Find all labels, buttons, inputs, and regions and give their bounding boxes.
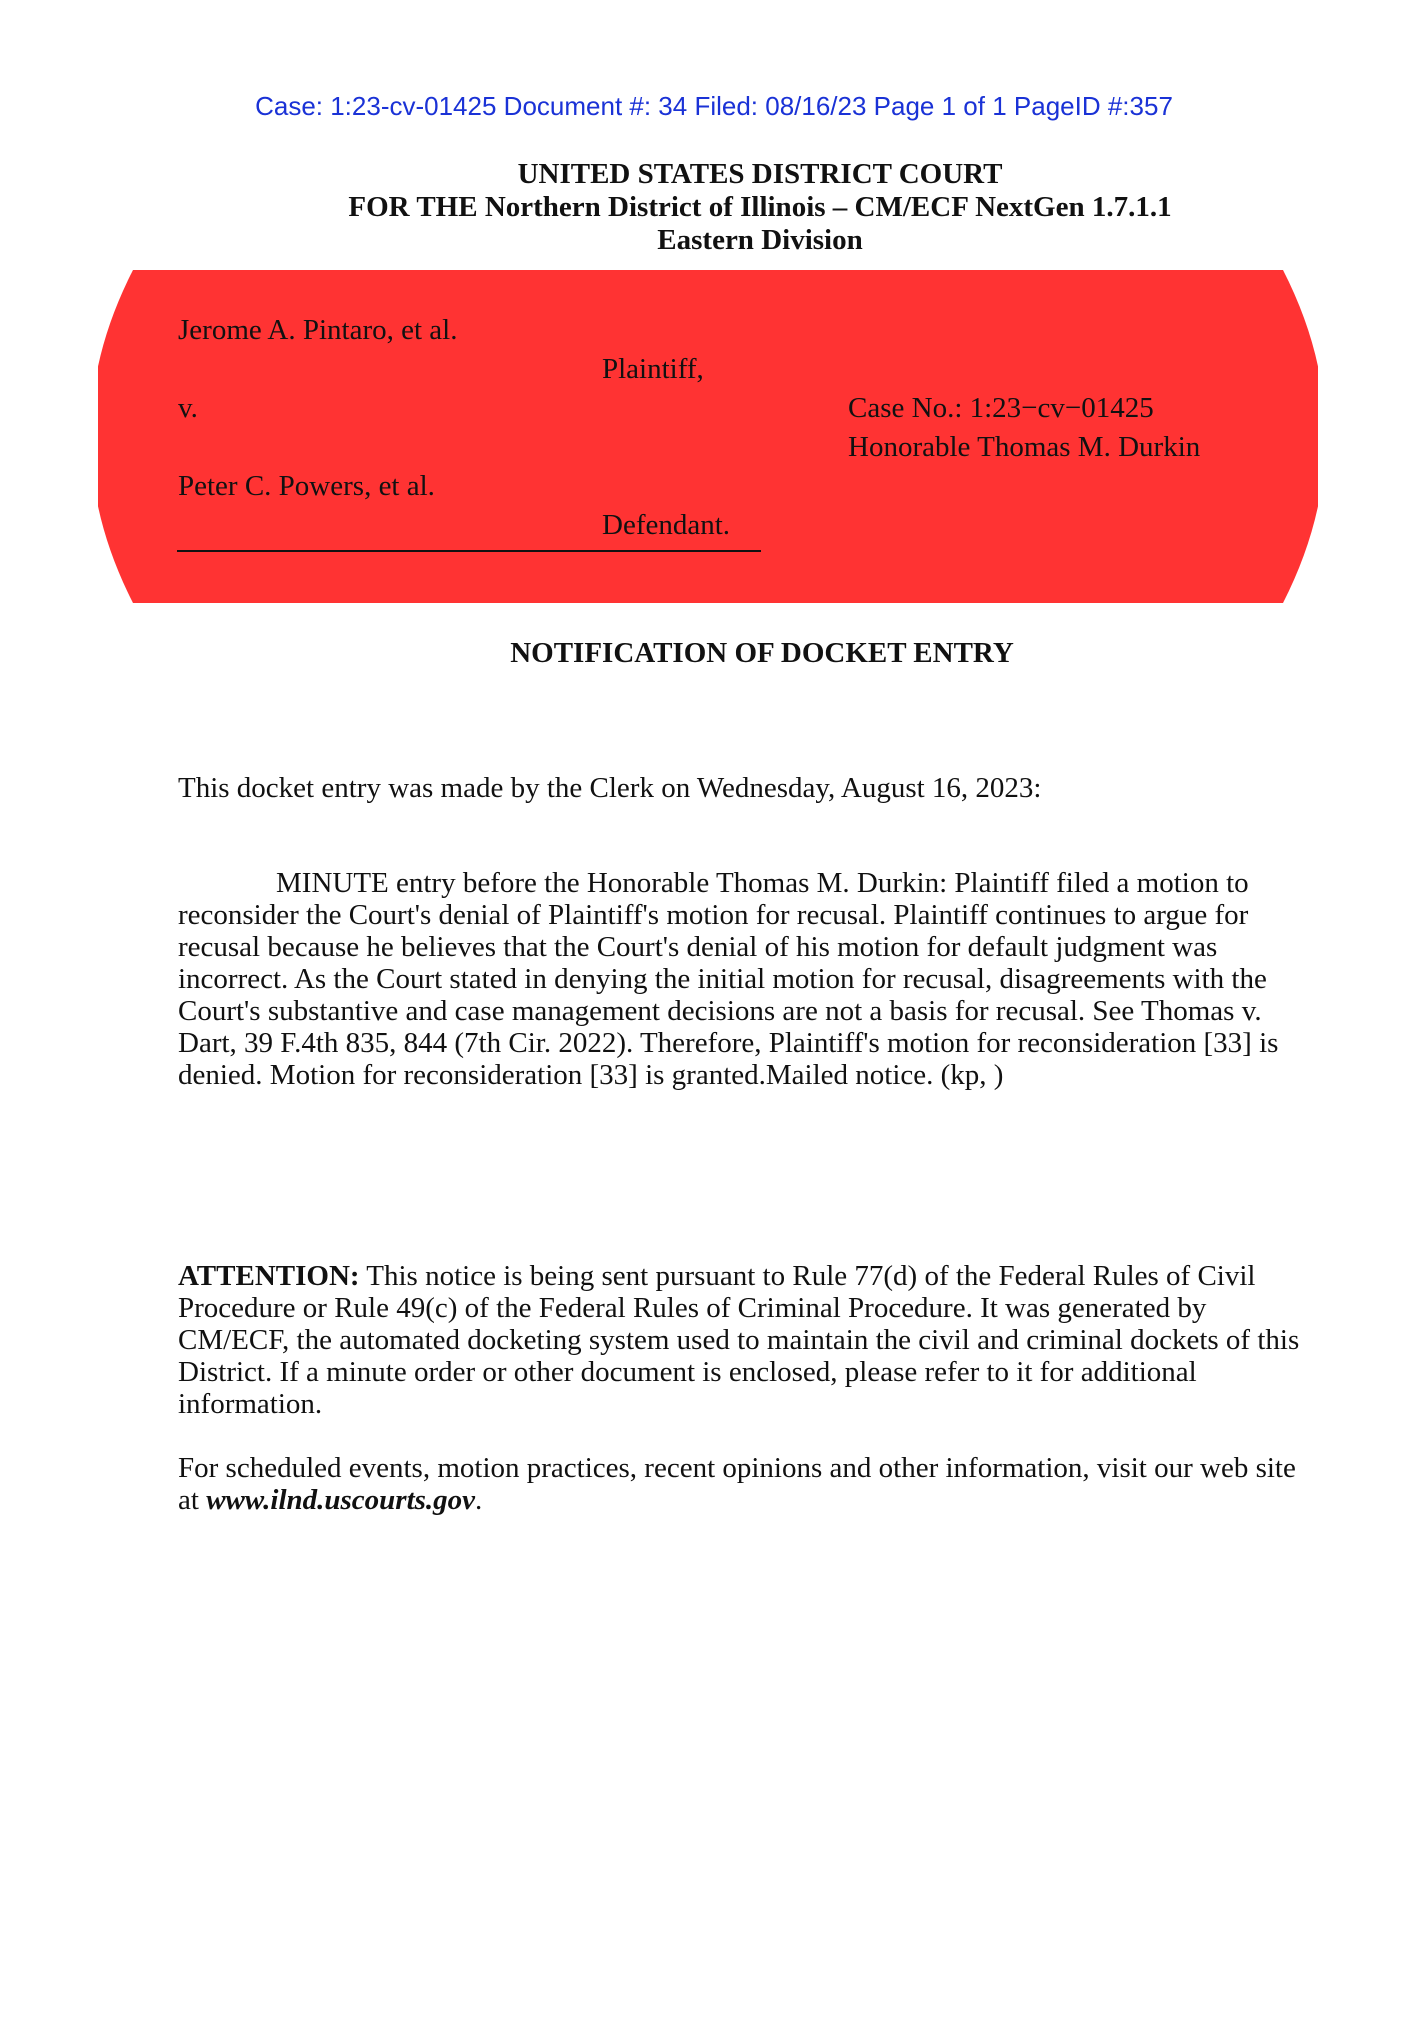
defendant-role: Defendant. (602, 509, 731, 541)
minute-entry: MINUTE entry before the Honorable Thomas M. Durkin: Plaintiff filed a motion to reconsider the Court's denial of Plaintiff's motion for recusal. Plaintiff continues to argue for recusal because he believes that the Court's denial of his motion for default judgment was incorrect. As the Court stated in denying the initial motion for recusal, disagreements with the Court's substantive and case management decisions are not a basis for recusal. See Thomas v. Dart, 39 F.4th 835, 844 (7th Cir. 2022). Therefore, Plaintiff's motion for reconsideration [33] is denied. Motion for reconsideration [33] is granted.Mailed notice. (kp, ) (178, 867, 1279, 1091)
filing-header (0, 91, 1428, 122)
defendant-name: Peter C. Powers, et al. (178, 470, 435, 502)
court-title-line-2: FOR THE Northern District of Illinois – CM/ECF NextGen 1.7.1.1 (348, 191, 1172, 223)
attention-notice (178, 1260, 1318, 1420)
entry-intro: This docket entry was made by the Clerk on Wednesday, August 16, 2023: (178, 772, 1042, 804)
court-title-line-3: Eastern Division (657, 224, 863, 256)
website-suffix: . (475, 1484, 483, 1516)
attention-label: ATTENTION: (178, 1260, 360, 1292)
website-notice (178, 1452, 1318, 1516)
plaintiff-name: Jerome A. Pintaro, et al. (178, 314, 458, 346)
caption-underline (177, 550, 761, 552)
court-title (0, 158, 1428, 257)
judge-name: Honorable Thomas M. Durkin (848, 431, 1201, 463)
website-prefix: For scheduled events, motion practices, recent opinions and other information, visit our web site at (178, 1452, 1296, 1516)
filing-header-text: Case: 1:23-cv-01425 Document #: 34 Filed: 08/16/23 Page 1 of 1 PageID #:357 (255, 91, 1173, 121)
case-number: Case No.: 1:23−cv−01425 (848, 392, 1154, 424)
attention-text: This notice is being sent pursuant to Rule 77(d) of the Federal Rules of Civil Procedure or Rule 49(c) of the Federal Rules of Criminal Procedure. It was generated by CM/ECF, the automated docketing system used to maintain the civil and criminal dockets of this District. If a minute order or other document is enclosed, please refer to it for additional information. (178, 1260, 1300, 1420)
notification-title: NOTIFICATION OF DOCKET ENTRY (510, 637, 1014, 669)
versus-label: v. (178, 392, 198, 424)
court-title-line-1: UNITED STATES DISTRICT COURT (517, 158, 1003, 190)
plaintiff-role: Plaintiff, (602, 353, 704, 385)
website-link[interactable]: www.ilnd.uscourts.gov (206, 1484, 476, 1516)
